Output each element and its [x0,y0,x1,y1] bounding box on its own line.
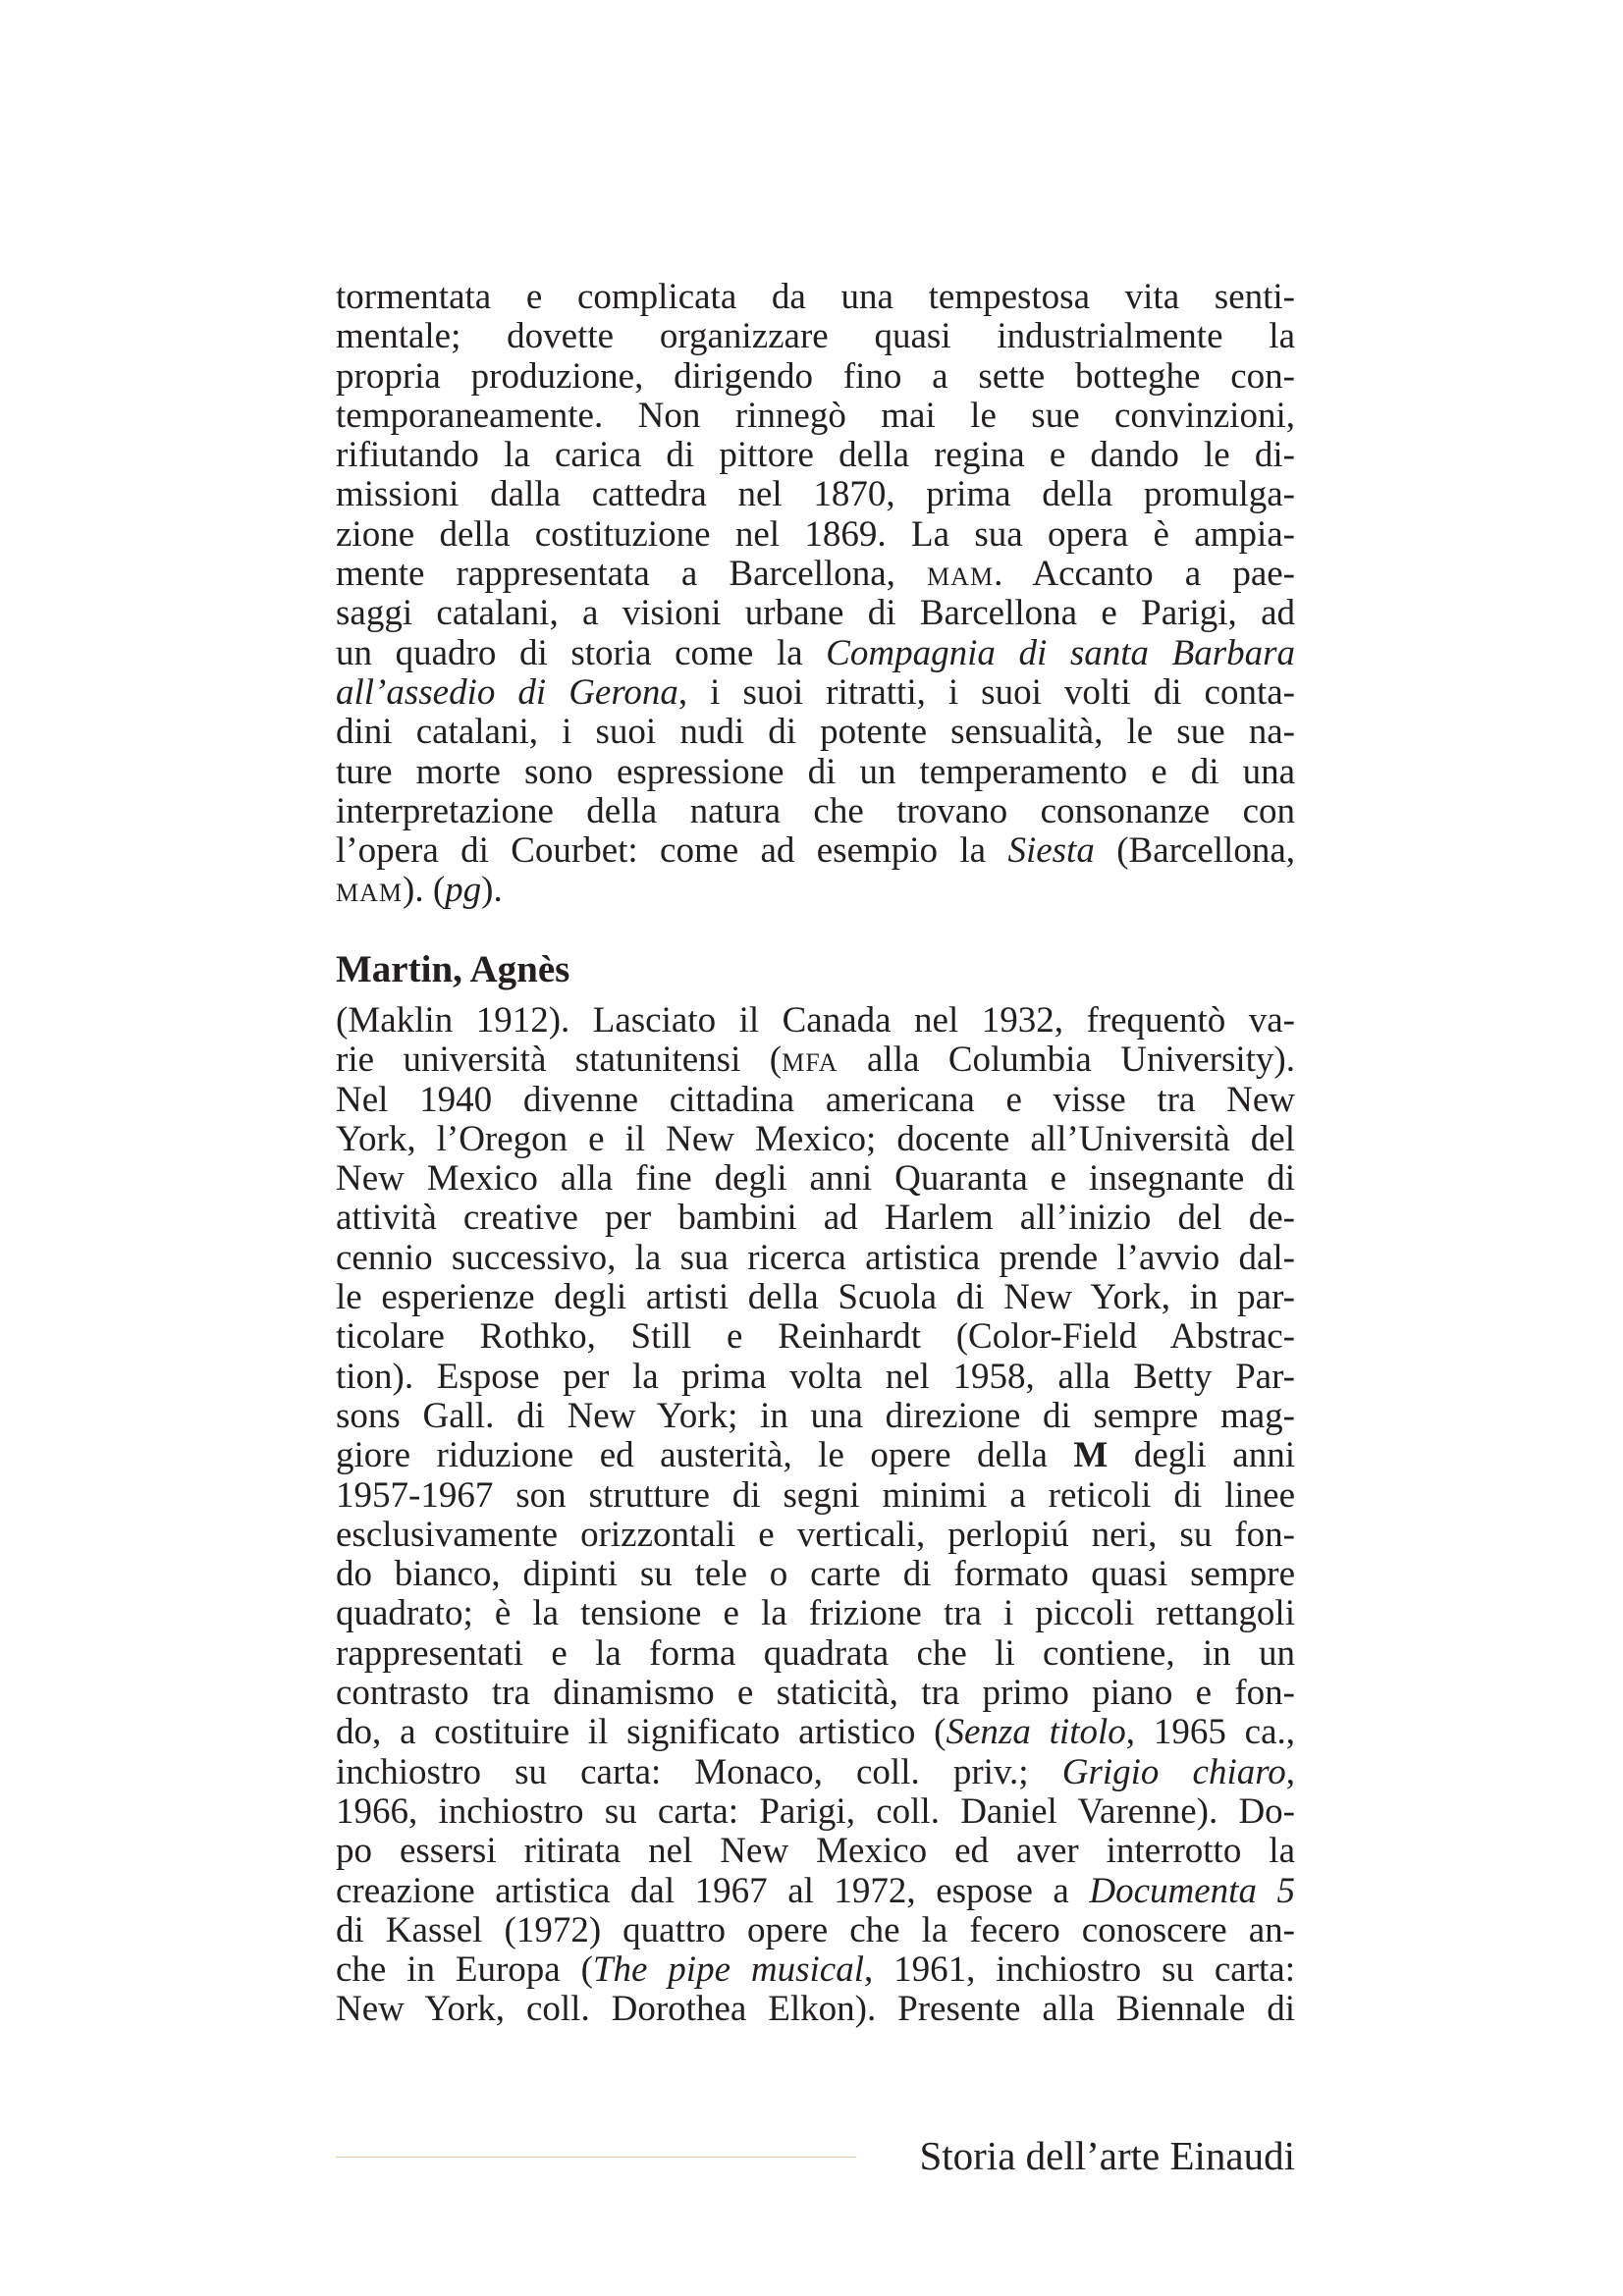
text-run: che in Europa ( [336,1949,593,1991]
author-initials: pg [445,870,482,911]
text-run: alla Columbia University). [838,1040,1296,1081]
text-run: l’opera di Courbet: come ad esempio la [336,830,987,872]
text-line: propria produzione, dirigendo fino a sette botteghe con- [336,355,1295,397]
small-caps-abbrev: MAM [336,879,404,908]
text-line: di Kassel (1972) quattro opere che la fecero conoscere an- [336,1909,1295,1950]
text-line [336,871,1295,910]
text-line: do bianco, dipinti su tele o carte di formato quasi sempre [336,1554,1295,1595]
text-line [336,1753,1295,1792]
text-line: rifiutando la carica di pittore della regina e dando le di- [336,435,1295,476]
text-run: (Barcellona, [1116,830,1296,872]
text-line: tormentata e complicata da una tempestosa vita senti- [336,277,1295,317]
text-line: (Maklin 1912). Lasciato il Canada nel 1932, frequentò va- [336,1000,1295,1041]
text-line: missioni dalla cattedra nel 1870, prima della promulga- [336,474,1295,515]
text-run: , i suoi ritratti, i suoi volti di conta- [677,671,1295,713]
text-run: creazione artistica dal 1967 al 1972, espose a [336,1870,1069,1911]
text-line: esclusivamente orizzontali e verticali, perlopiú neri, su fon- [336,1514,1295,1555]
text-run: ). [481,870,503,911]
text-line [336,634,1295,673]
text-line [336,1872,1295,1911]
artwork-title: Siesta [1007,830,1095,872]
entry-body [336,1001,1295,2030]
text-line: tion). Espose per la prima volta nel 1958, alla Betty Par- [336,1356,1295,1397]
text-line: po essersi ritirata nel New Mexico ed aver interrotto la [336,1831,1295,1872]
text-run: giore riduzione ed austerità, le opere della [336,1435,1048,1476]
text-line: 1966, inchiostro su carta: Parigi, coll. Daniel Varenne). Do- [336,1790,1295,1832]
text-line: ticolare Rothko, Still e Reinhardt (Color-Field Abstrac- [336,1316,1295,1358]
text-line [336,1041,1295,1080]
artwork-title: The pipe musical [592,1949,864,1991]
text-line: mentale; dovette organizzare quasi industrialmente la [336,316,1295,357]
text-line: saggi catalani, a visioni urbane di Barcellona e Parigi, ad [336,593,1295,634]
artwork-title: Senza titolo [946,1712,1126,1753]
footer-publication-title: Storia dell’arte Einaudi [919,2133,1295,2178]
text-line: New York, coll. Dorothea Elkon). Presente alla Biennale di [336,1989,1295,2030]
text-line: Nel 1940 divenne cittadina americana e visse tra New [336,1079,1295,1120]
text-line [336,555,1295,594]
text-line [336,1436,1295,1475]
small-caps-abbrev: MAM [927,562,995,592]
text-line: contrasto tra dinamismo e staticità, tra primo piano e fon- [336,1673,1295,1714]
entry-heading: Martin, Agnès [336,948,570,990]
text-run: rie università statunitensi ( [336,1040,783,1081]
text-run: do, a costituire il significato artistico ( [336,1712,947,1753]
text-run: degli anni [1133,1435,1295,1476]
artwork-title: all’assedio di Gerona [336,671,678,713]
text-line: dini catalani, i suoi nudi di potente sensualità, le sue na- [336,712,1295,753]
text-run: mente rappresentata a Barcellona, [336,554,895,595]
text-run: inchiostro su carta: Monaco, coll. priv.; [336,1751,1029,1792]
text-line: quadrato; è la tensione e la frizione tra i piccoli rettangoli [336,1593,1295,1634]
text-run: un quadro di storia come la [336,632,803,673]
text-line [336,831,1295,871]
text-run: , 1965 ca., [1125,1712,1295,1753]
text-line: attività creative per bambini ad Harlem all’inizio del de- [336,1198,1295,1239]
text-line: ture morte sono espressione di un temperamento e di una [336,751,1295,792]
entry-abbrev: M [1073,1435,1109,1476]
text-line: 1957-1967 son strutture di segni minimi a reticoli di linee [336,1474,1295,1516]
text-line: cennio successivo, la sua ricerca artistica prende l’avvio dal- [336,1237,1295,1278]
artwork-title: Grigio chiaro [1061,1751,1286,1792]
exhibition-title: Documenta 5 [1089,1870,1295,1911]
text-line [336,1950,1295,1990]
text-line: York, l’Oregon e il New Mexico; docente all’Università del [336,1118,1295,1159]
text-line [336,1713,1295,1752]
paragraph-continuation [336,278,1295,911]
text-run: . Accanto a pae- [994,554,1295,595]
artwork-title: Compagnia di santa Barbara [826,632,1296,673]
small-caps-abbrev: MFA [782,1048,839,1078]
text-run: , [1285,1751,1295,1792]
text-line: sons Gall. di New York; in una direzione di sempre mag- [336,1395,1295,1436]
text-line [336,673,1295,713]
text-line: le esperienze degli artisti della Scuola di New York, in par- [336,1277,1295,1318]
text-line: rappresentati e la forma quadrata che li contiene, in un [336,1632,1295,1674]
footer-rule [336,2157,856,2158]
text-line: New Mexico alla fine degli anni Quaranta e insegnante di [336,1158,1295,1200]
text-run: ). ( [403,870,446,911]
text-line: temporaneamente. Non rinnegò mai le sue convinzioni, [336,395,1295,436]
text-line: zione della costituzione nel 1869. La sua opera è ampia- [336,513,1295,555]
text-line: interpretazione della natura che trovano consonanze con [336,790,1295,831]
text-run: , 1961, inchiostro su carta: [863,1949,1296,1991]
